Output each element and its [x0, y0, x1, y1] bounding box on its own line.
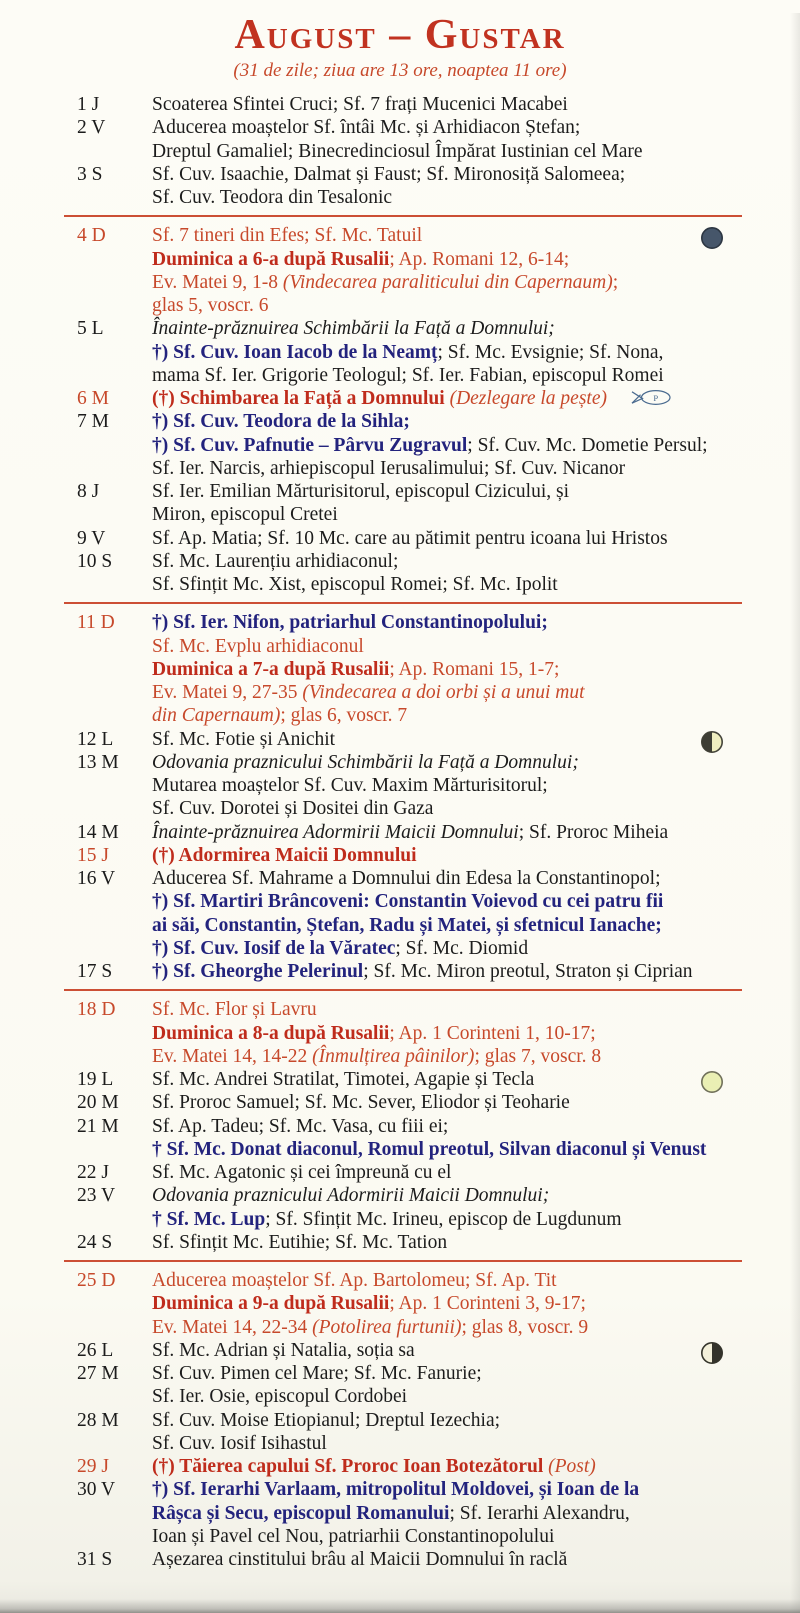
feast-text: Sf. Cuv. Teodora din Tesalonic — [152, 187, 393, 209]
feast-text: Sf. Sfințit Mc. Eutihie; Sf. Mc. Tation — [152, 1231, 448, 1253]
feast-text: Sf. Ier. Emilian Mărturisitorul, episcopul Cizicului, și — [152, 481, 570, 503]
feast-text: ; Sf. Cuv. Mc. Dometie Persul; — [467, 434, 708, 456]
feast-text: (†) Schimbarea la Față a Domnului — [152, 388, 450, 410]
day-label: 21 M — [77, 1115, 119, 1137]
feast-text: ; Ap. 1 Corinteni 1, 10-17; — [389, 1022, 596, 1044]
calendar-page — [0, 13, 800, 1613]
feast-text: †) Sf. Cuv. Teodora de la Sihla; — [152, 411, 410, 433]
calendar-row-30 — [64, 1478, 742, 1548]
feast-text: Miron, episcopul Cretei — [152, 504, 338, 526]
feast-line — [152, 527, 742, 550]
feast-line — [152, 704, 742, 727]
calendar-row-27 — [64, 1362, 742, 1409]
feast-text: din Capernaum) — [152, 705, 281, 727]
day-feasts — [152, 387, 742, 410]
new-moon-icon — [700, 226, 724, 250]
day-feasts — [152, 1548, 742, 1571]
feast-line — [152, 998, 742, 1021]
feast-line — [152, 821, 742, 844]
feast-text: ; Sf. Mc. Diomid — [395, 937, 529, 959]
scan-right-shade — [790, 13, 800, 1613]
feast-text: ; Ap. Romani 12, 6-14; — [389, 248, 570, 270]
day-feasts — [152, 116, 742, 163]
calendar-row-4 — [64, 224, 742, 317]
day-feasts — [152, 1362, 742, 1409]
day-feasts — [152, 1339, 742, 1362]
sunday-separator — [64, 989, 742, 991]
feast-text: Înainte-prăznuirea Schimbării la Față a Domnului; — [152, 318, 555, 340]
feast-text: ; glas 6, voscr. 7 — [280, 705, 408, 727]
feast-line — [152, 457, 742, 480]
day-feasts — [152, 410, 742, 480]
feast-text: (Vindecarea a doi orbi și a unui mut — [302, 682, 585, 704]
feast-line — [152, 774, 742, 797]
feast-text: ; Ap. 1 Corinteni 3, 9-17; — [389, 1293, 586, 1315]
day-label: 12 L — [77, 728, 114, 750]
day-feasts — [152, 998, 742, 1068]
feast-line — [152, 1292, 742, 1315]
day-feasts — [152, 844, 742, 867]
feast-line — [152, 1502, 742, 1525]
feast-line — [152, 1385, 742, 1408]
day-feasts — [152, 611, 742, 727]
calendar-row-24 — [64, 1231, 742, 1254]
feast-line — [152, 317, 742, 340]
feast-text: Ev. Matei 14, 22-34 — [152, 1316, 313, 1338]
calendar-row-5 — [64, 317, 742, 387]
feast-line — [152, 1455, 742, 1478]
day-label: 23 V — [77, 1185, 116, 1207]
day-label: 4 D — [77, 225, 106, 247]
feast-text: glas 5, voscr. 6 — [152, 295, 269, 317]
feast-line — [152, 1115, 742, 1138]
day-label: 29 J — [77, 1456, 109, 1478]
feast-line — [152, 681, 742, 704]
page-bottom-shadow — [0, 1599, 800, 1613]
day-label: 27 M — [77, 1363, 119, 1385]
day-label: 22 J — [77, 1162, 109, 1184]
feast-text: Sf. Cuv. Dorotei și Dositei din Gaza — [152, 798, 434, 820]
feast-text: ; Sf. Mc. Evsignie; Sf. Nona, — [437, 341, 664, 363]
feast-text: ; glas 8, voscr. 9 — [461, 1316, 589, 1338]
feast-text: ; Sf. Proroc Miheia — [518, 821, 669, 843]
day-feasts — [152, 1115, 742, 1162]
day-label: 9 V — [77, 527, 106, 549]
feast-line — [152, 1339, 742, 1362]
feast-line — [152, 1548, 742, 1571]
day-label: 14 M — [77, 821, 119, 843]
feast-line — [152, 728, 742, 751]
day-feasts — [152, 93, 742, 116]
feast-line — [152, 1208, 742, 1231]
feast-text: Sf. Mc. Agatonic și cei împreună cu el — [152, 1162, 452, 1184]
feast-text: †) Sf. Ier. Nifon, patriarhul Constantinopolului; — [152, 612, 548, 634]
feast-text: Sf. Mc. Laurențiu arhidiaconul; — [152, 550, 399, 572]
feast-line — [152, 294, 742, 317]
feast-text: † Sf. Mc. Lup — [152, 1208, 266, 1230]
feast-line — [152, 341, 742, 364]
feast-text: Mutarea moaștelor Sf. Cuv. Maxim Mărturisitorul; — [152, 775, 548, 797]
day-feasts — [152, 527, 742, 550]
calendar-row-9 — [64, 527, 742, 550]
feast-text: Sf. 7 tineri din Efes; Sf. Mc. Tatuil — [152, 225, 423, 247]
day-feasts — [152, 867, 742, 960]
feast-line — [152, 914, 742, 937]
feast-text: Duminica a 9-a după Rusalii — [152, 1293, 390, 1315]
day-label: 24 S — [77, 1231, 113, 1253]
feast-line — [152, 1478, 742, 1501]
feast-line — [152, 140, 742, 163]
day-feasts — [152, 1455, 742, 1478]
calendar-row-31 — [64, 1548, 742, 1571]
feast-text: Sf. Ier. Osie, episcopul Cordobei — [152, 1386, 408, 1408]
calendar-row-15 — [64, 844, 742, 867]
calendar-row-26 — [64, 1339, 742, 1362]
day-label: 13 M — [77, 751, 119, 773]
feast-text: Ev. Matei 14, 14-22 — [152, 1045, 313, 1067]
day-label: 2 V — [77, 117, 106, 139]
calendar-row-17 — [64, 960, 742, 983]
calendar-row-12 — [64, 728, 742, 751]
day-label: 26 L — [77, 1339, 114, 1361]
feast-line — [152, 1269, 742, 1292]
feast-text: (†) Tăierea capului Sf. Proroc Ioan Botezătorul — [152, 1456, 549, 1478]
feast-line — [152, 890, 742, 913]
calendar-row-2 — [64, 116, 742, 163]
feast-text: ; Sf. Sfințit Mc. Irineu, episcop de Lugdunum — [265, 1208, 622, 1230]
feast-text: mama Sf. Ier. Grigorie Teologul; Sf. Ier. Fabian, episcopul Romei — [152, 364, 664, 386]
feast-text: ; Sf. Ierarhi Alexandru, — [449, 1502, 630, 1524]
feast-text: (Potolirea furtunii) — [312, 1316, 462, 1338]
feast-text: Ev. Matei 9, 27-35 — [152, 682, 303, 704]
feast-line — [152, 1316, 742, 1339]
calendar-row-20 — [64, 1091, 742, 1114]
feast-text: ; Ap. Romani 15, 1-7; — [389, 658, 560, 680]
feast-text: Sf. Cuv. Isaachie, Dalmat și Faust; Sf. Mironosiță Salomeea; — [152, 163, 626, 185]
feast-text: †) Sf. Cuv. Ioan Iacob de la Neamț — [152, 341, 438, 363]
day-feasts — [152, 960, 742, 983]
day-feasts — [152, 821, 742, 844]
day-label: 25 D — [77, 1270, 116, 1292]
day-feasts — [152, 480, 742, 527]
calendar-row-18 — [64, 998, 742, 1068]
feast-line — [152, 844, 742, 867]
calendar-row-8 — [64, 480, 742, 527]
calendar-row-25 — [64, 1269, 742, 1339]
feast-text: † Sf. Mc. Donat diaconul, Romul preotul, Silvan diaconul și Venust — [152, 1138, 707, 1160]
feast-text: Râșca și Secu, episcopul Romanului — [152, 1502, 450, 1524]
day-feasts — [152, 1184, 742, 1231]
calendar-row-16 — [64, 867, 742, 960]
feast-text: Sf. Ap. Matia; Sf. 10 Mc. care au pătimit pentru icoana lui Hristos — [152, 527, 668, 549]
day-feasts — [152, 1091, 742, 1114]
feast-text: Sf. Sfințit Mc. Xist, episcopul Romei; Sf. Mc. Ipolit — [152, 574, 558, 596]
feast-text: ; Sf. Mc. Miron preotul, Straton și Ciprian — [363, 961, 693, 983]
feast-line — [152, 186, 742, 209]
feast-line — [152, 1362, 742, 1385]
calendar-row-7 — [64, 410, 742, 480]
month-title: August – Gustar — [234, 12, 566, 58]
feast-text: Sf. Mc. Andrei Stratilat, Timotei, Agapie și Tecla — [152, 1069, 535, 1091]
feast-line — [152, 410, 742, 433]
feast-line — [152, 635, 742, 658]
day-label: 16 V — [77, 868, 116, 890]
feast-line — [152, 960, 742, 983]
month-subtitle: (31 de zile; ziua are 13 ore, noaptea 11 ore) — [233, 60, 567, 82]
feast-line — [152, 751, 742, 774]
feast-line — [152, 271, 742, 294]
day-label: 10 S — [77, 550, 113, 572]
feast-line — [152, 480, 742, 503]
feast-text: (†) Adormirea Maicii Domnului — [152, 844, 417, 866]
day-feasts — [152, 163, 742, 210]
feast-line — [152, 1432, 742, 1455]
day-label: 28 M — [77, 1409, 119, 1431]
feast-text: Duminica a 8-a după Rusalii — [152, 1022, 390, 1044]
feast-text: (Post) — [548, 1456, 596, 1478]
day-feasts — [152, 224, 742, 317]
calendar-row-13 — [64, 751, 742, 821]
feast-text: Sf. Proroc Samuel; Sf. Mc. Sever, Eliodor și Teoharie — [152, 1092, 570, 1114]
calendar-row-11 — [64, 611, 742, 727]
feast-line — [152, 434, 742, 457]
calendar-row-23 — [64, 1184, 742, 1231]
feast-line — [152, 1138, 742, 1161]
day-label: 15 J — [77, 844, 109, 866]
feast-text: †) Sf. Ierarhi Varlaam, mitropolitul Moldovei, și Ioan de la — [152, 1479, 640, 1501]
day-label: 3 S — [77, 163, 103, 185]
day-feasts — [152, 751, 742, 821]
feast-text: †) Sf. Martiri Brâncoveni: Constantin Voievod cu cei patru fii — [152, 891, 664, 913]
feast-text: ; — [612, 271, 619, 293]
calendar-row-14 — [64, 821, 742, 844]
day-feasts — [152, 550, 742, 597]
feast-text: ai săi, Constantin, Ștefan, Radu și Matei, și sfetnicul Ianache; — [152, 914, 662, 936]
feast-line — [152, 1068, 742, 1091]
feast-text: ; glas 7, voscr. 8 — [474, 1045, 602, 1067]
feast-text: Aducerea Sf. Mahrame a Domnului din Edesa la Constantinopol; — [152, 868, 661, 890]
feast-line — [152, 1184, 742, 1207]
feast-line — [152, 1231, 742, 1254]
day-label: 30 V — [77, 1479, 116, 1501]
day-feasts — [152, 1269, 742, 1339]
day-feasts — [152, 1231, 742, 1254]
feast-line — [152, 1091, 742, 1114]
calendar-row-1 — [64, 93, 742, 116]
day-feasts — [152, 317, 742, 387]
feast-text: Sf. Ier. Narcis, arhiepiscopul Ierusalimului; Sf. Cuv. Nicanor — [152, 457, 626, 479]
feast-text: Duminica a 6-a după Rusalii — [152, 248, 390, 270]
sunday-separator — [64, 215, 742, 217]
feast-line — [152, 658, 742, 681]
feast-text: Aducerea moaștelor Sf. Ap. Bartolomeu; Sf. Ap. Tit — [152, 1270, 557, 1292]
calendar-row-19 — [64, 1068, 742, 1091]
day-feasts — [152, 1409, 742, 1456]
sunday-separator — [64, 1260, 742, 1262]
day-label: 5 L — [77, 318, 104, 340]
feast-text: Sf. Mc. Flor și Lavru — [152, 999, 317, 1021]
feast-line — [152, 387, 742, 410]
day-feasts — [152, 728, 742, 751]
feast-line — [152, 116, 742, 139]
day-feasts — [152, 1068, 742, 1091]
feast-text: Sf. Mc. Evplu arhidiaconul — [152, 635, 364, 657]
feast-text: Duminica a 7-a după Rusalii — [152, 658, 390, 680]
feast-line — [152, 1525, 742, 1548]
feast-line — [152, 1022, 742, 1045]
day-feasts — [152, 1478, 742, 1548]
feast-line — [152, 93, 742, 116]
feast-text: Sf. Cuv. Pimen cel Mare; Sf. Mc. Fanurie; — [152, 1363, 482, 1385]
day-label: 11 D — [77, 612, 115, 634]
feast-text: †) Sf. Cuv. Pafnutie – Pârvu Zugravul — [152, 434, 468, 456]
fish-icon — [629, 388, 673, 407]
feast-line — [152, 224, 742, 247]
feast-text: Ev. Matei 9, 1-8 — [152, 271, 283, 293]
feast-line — [152, 573, 742, 596]
feast-line — [152, 867, 742, 890]
feast-text: Scoaterea Sfintei Cruci; Sf. 7 frați Mucenici Macabei — [152, 94, 568, 116]
calendar-row-3 — [64, 163, 742, 210]
day-label: 19 L — [77, 1069, 114, 1091]
calendar-row-28 — [64, 1409, 742, 1456]
feast-text: Aducerea moaștelor Sf. întâi Mc. și Arhidiacon Ștefan; — [152, 117, 581, 139]
feast-line — [152, 550, 742, 573]
day-feasts — [152, 1161, 742, 1184]
calendar-list — [64, 93, 742, 1571]
feast-text: Sf. Cuv. Iosif Isihastul — [152, 1432, 327, 1454]
feast-text: Odovania praznicului Schimbării la Față a Domnului; — [152, 751, 579, 773]
feast-line — [152, 364, 742, 387]
day-label: 1 J — [77, 94, 100, 116]
feast-text: Sf. Cuv. Moise Etiopianul; Dreptul Iezechia; — [152, 1409, 501, 1431]
feast-text: Așezarea cinstitului brâu al Maicii Domnului în raclă — [152, 1549, 568, 1571]
feast-text: Ioan și Pavel cel Nou, patriarhii Constantinopolului — [152, 1525, 555, 1547]
feast-text: Odovania praznicului Adormirii Maicii Domnului; — [152, 1185, 550, 1207]
feast-text: (Vindecarea paraliticului din Capernaum) — [282, 271, 613, 293]
feast-text: †) Sf. Gheorghe Pelerinul — [152, 961, 364, 983]
calendar-row-10 — [64, 550, 742, 597]
feast-line — [152, 1045, 742, 1068]
calendar-row-22 — [64, 1161, 742, 1184]
feast-text: Sf. Mc. Adrian și Natalia, soția sa — [152, 1339, 415, 1361]
day-label: 31 S — [77, 1549, 113, 1571]
feast-text: Dreptul Gamaliel; Binecredinciosul Împărat Iustinian cel Mare — [152, 140, 643, 162]
feast-text: Sf. Mc. Fotie și Anichit — [152, 728, 336, 750]
day-label: 18 D — [77, 999, 116, 1021]
sunday-separator — [64, 602, 742, 604]
feast-text: Înainte-prăznuirea Adormirii Maicii Domnului — [152, 821, 519, 843]
feast-text: (Dezlegare la pește) — [449, 388, 607, 410]
day-label: 20 M — [77, 1092, 119, 1114]
calendar-row-21 — [64, 1115, 742, 1162]
day-label: 7 M — [77, 411, 109, 433]
feast-line — [152, 611, 742, 634]
day-label: 17 S — [77, 961, 113, 983]
feast-line — [152, 937, 742, 960]
feast-text: (Înmulțirea pâinilor) — [312, 1045, 475, 1067]
feast-line — [152, 1409, 742, 1432]
feast-line — [152, 163, 742, 186]
day-label: 8 J — [77, 481, 100, 503]
page-header — [0, 13, 800, 82]
feast-line — [152, 248, 742, 271]
feast-line — [152, 797, 742, 820]
feast-text: Sf. Ap. Tadeu; Sf. Mc. Vasa, cu fiii ei; — [152, 1115, 449, 1137]
feast-text: †) Sf. Cuv. Iosif de la Văratec — [152, 937, 396, 959]
day-label: 6 M — [77, 388, 109, 410]
calendar-row-29 — [64, 1455, 742, 1478]
feast-line — [152, 503, 742, 526]
feast-line — [152, 1161, 742, 1184]
calendar-row-6 — [64, 387, 742, 410]
svg-text:P: P — [653, 392, 659, 403]
